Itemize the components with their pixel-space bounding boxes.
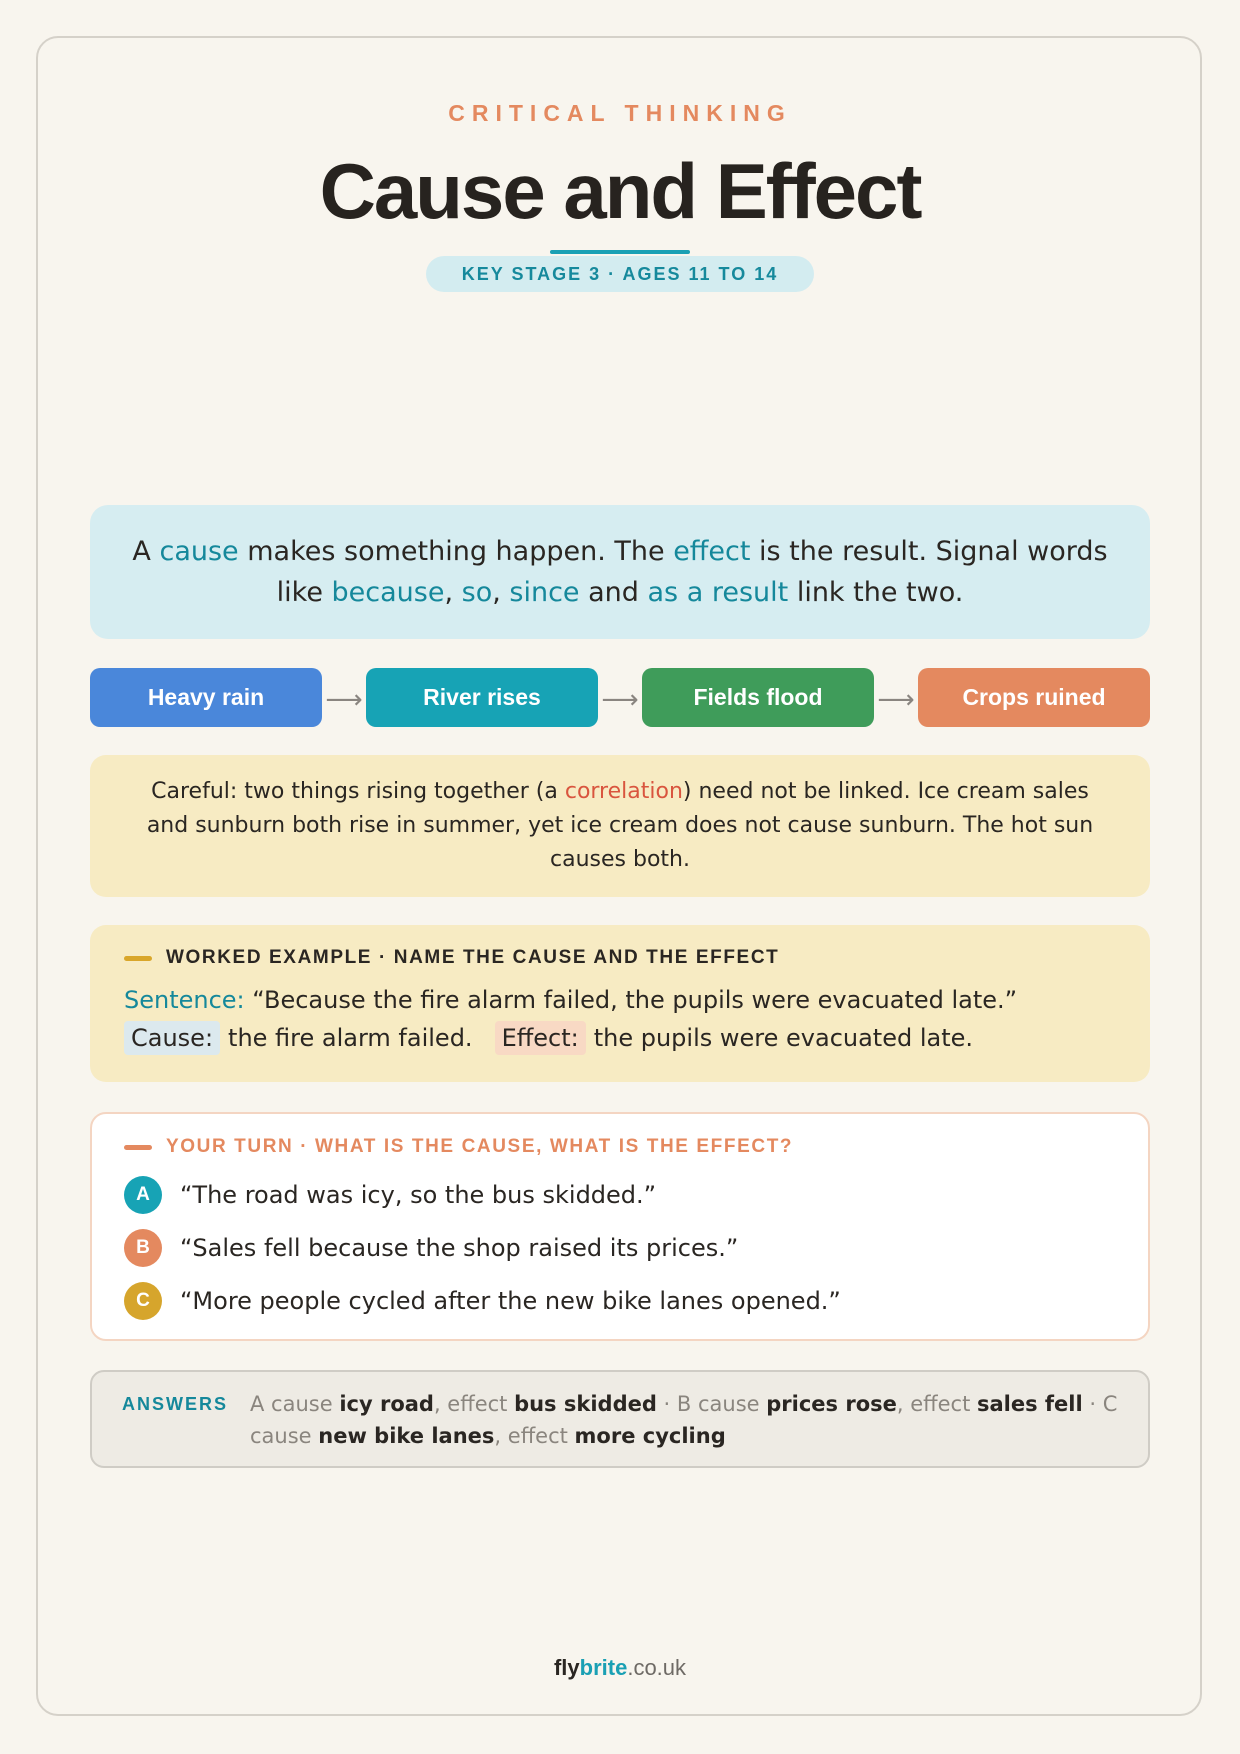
chain-step: Heavy rain [90, 668, 322, 727]
question-text: “More people cycled after the new bike lanes opened.” [180, 1286, 841, 1315]
keyword-as-a-result: as a result [647, 577, 789, 608]
title-underline [550, 250, 690, 254]
answers-panel [90, 1370, 1150, 1468]
keyword-cause: cause [159, 536, 239, 567]
example-sentence: Sentence: “Because the fire alarm failed, the pupils were evacuated late.” [124, 986, 1018, 1014]
cause-effect-chain [90, 668, 1150, 727]
keyword-so: so [461, 577, 493, 608]
question-item [124, 1274, 1116, 1327]
question-list [124, 1168, 1116, 1327]
letter-badge: A [124, 1176, 162, 1214]
page-title: Cause and Effect [319, 147, 921, 235]
question-item [124, 1221, 1116, 1274]
section-dash-icon [124, 1145, 152, 1150]
correlation-warning: Careful: two things rising together (a correlation) need not be linked. Ice cream sales and sunburn both rise in summer, yet ice cream does not cause sunburn. The hot sun causes both. [90, 755, 1150, 897]
keyword-effect: effect [673, 536, 751, 567]
section-dash-icon [124, 956, 152, 961]
answers-text: A cause icy road, effect bus skidded · B cause prices rose, effect sales fell · C cause new bike lanes, effect more cycling [250, 1392, 1118, 1448]
arrow-right-icon: ⟶ [877, 685, 915, 715]
definition-text: A cause makes something happen. The effect is the result. Signal words like because, so, since and as a result link the two. [132, 536, 1108, 608]
chain-step: Crops ruined [918, 668, 1150, 727]
key-stage-badge: KEY STAGE 3 · AGES 11 TO 14 [426, 256, 814, 292]
worked-example-panel [90, 925, 1150, 1082]
letter-badge: C [124, 1282, 162, 1320]
your-turn-panel [90, 1112, 1150, 1341]
question-text: “The road was icy, so the bus skidded.” [180, 1180, 657, 1209]
keyword-because: because [331, 577, 445, 608]
worked-example-heading: WORKED EXAMPLE · NAME THE CAUSE AND THE EFFECT [124, 947, 1116, 969]
arrow-right-icon: ⟶ [325, 685, 363, 715]
effect-label: Effect: [495, 1021, 586, 1055]
subject-kicker: CRITICAL THINKING [448, 100, 792, 126]
example-answer [124, 1021, 1116, 1055]
chain-step: Fields flood [642, 668, 874, 727]
letter-badge: B [124, 1229, 162, 1267]
cause-label: Cause: [124, 1021, 220, 1055]
arrow-right-icon: ⟶ [601, 685, 639, 715]
sentence-label: Sentence: [124, 986, 245, 1014]
chain-step: River rises [366, 668, 598, 727]
question-item [124, 1168, 1116, 1221]
cause-text: the fire alarm failed. [228, 1024, 473, 1052]
keyword-since: since [509, 577, 580, 608]
brand-logo: flybrite.co.uk [553, 1655, 687, 1680]
answers-label: ANSWERS [122, 1394, 229, 1414]
question-text: “Sales fell because the shop raised its prices.” [180, 1233, 739, 1262]
effect-text: the pupils were evacuated late. [593, 1024, 974, 1052]
definition-panel [90, 505, 1150, 639]
your-turn-heading: YOUR TURN · WHAT IS THE CAUSE, WHAT IS THE EFFECT? [124, 1136, 1116, 1158]
keyword-correlation: correlation [564, 779, 683, 804]
